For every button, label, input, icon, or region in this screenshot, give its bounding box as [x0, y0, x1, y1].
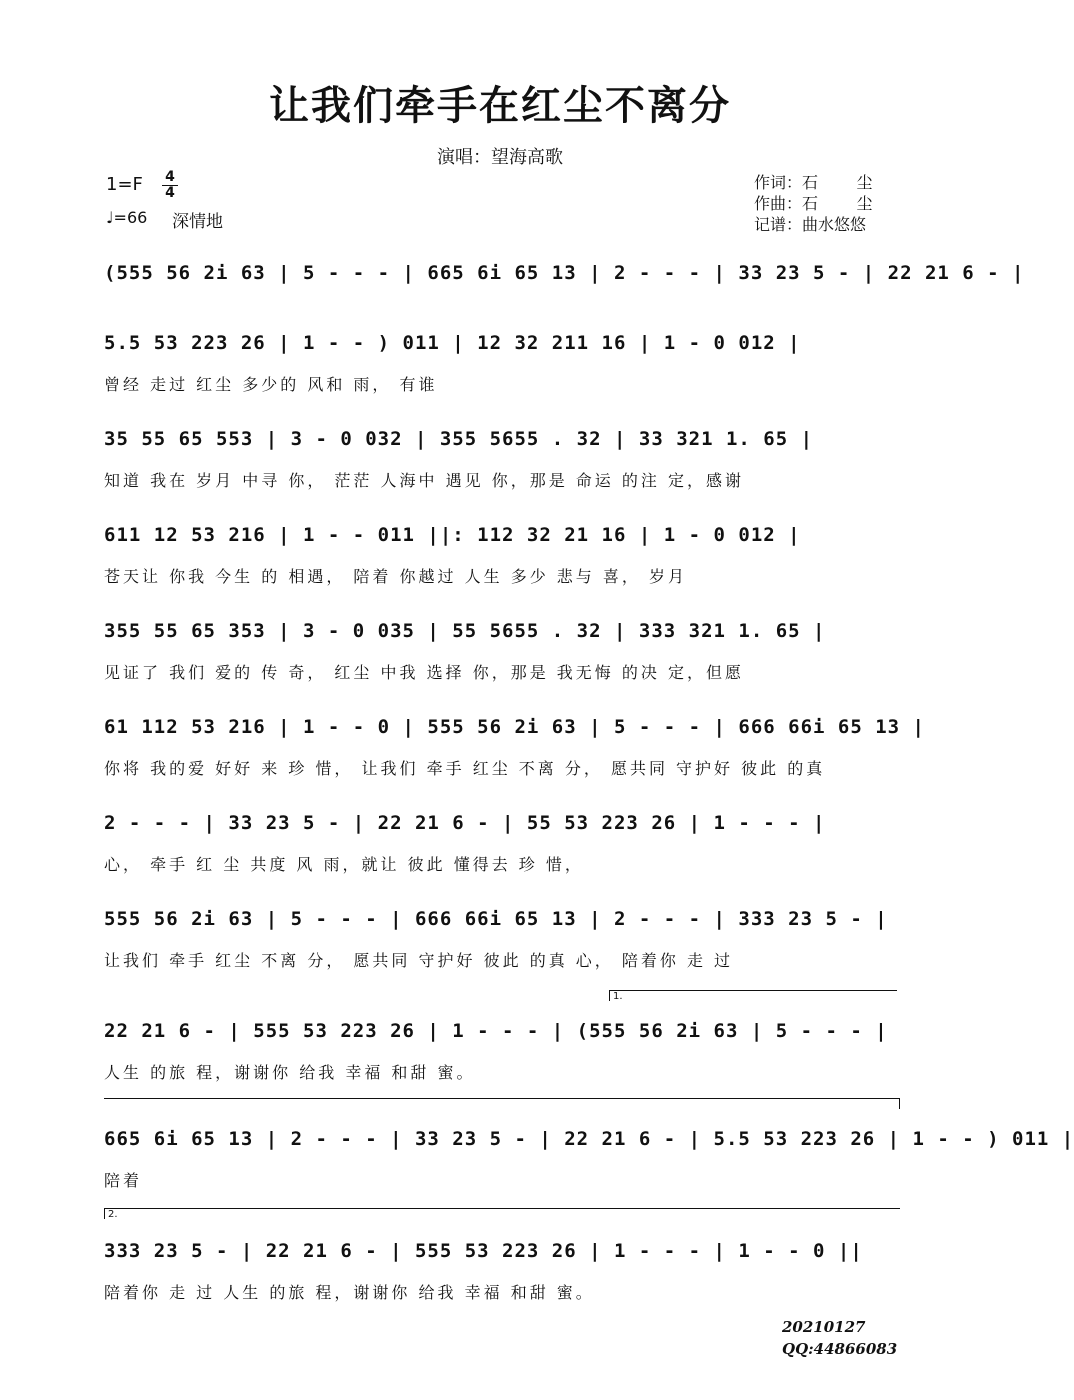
page-title: 让我们牵手在红尘不离分 [269, 82, 731, 129]
time-signature-top: 4 [165, 169, 175, 185]
score-notes: 35 55 65 553 | 3 - 0 032 | 355 5655 . 32 | 33 321 1. 65 | [104, 428, 814, 450]
score-lyrics: 陪着 [104, 1171, 143, 1190]
score-notes: 61 112 53 216 | 1 - - 0 | 555 56 2i 63 | 5 - - - | 666 66i 65 13 | [104, 716, 925, 738]
score-notes: 665 6i 65 13 | 2 - - - | 33 23 5 - | 22 21 6 - | 5.5 53 223 26 | 1 - - ) 011 | [104, 1128, 1074, 1150]
volta-bracket-1 [609, 990, 897, 1001]
score-lyrics: 见证了 我们 爱的 传 奇， 红尘 中我 选择 你，那是 我无悔 的决 定，但愿 [104, 663, 744, 682]
score-lyrics: 人生 的旅 程，谢谢你 给我 幸福 和甜 蜜。 [104, 1063, 476, 1082]
composer-credit: 作曲：石 尘 [754, 194, 873, 213]
score-lyrics: 你将 我的爱 好好 来 珍 惜， 让我们 牵手 红尘 不离 分， 愿共同 守护好 彼此 的真 [104, 759, 826, 778]
score-lyrics: 知道 我在 岁月 中寻 你， 茫茫 人海中 遇见 你，那是 命运 的注 定，感谢 [104, 471, 744, 490]
transcriber-credit: 记谱：曲水悠悠 [754, 215, 867, 234]
credits-block [754, 172, 873, 235]
volta-1-label: 1. [613, 991, 623, 1002]
score-notes: (555 56 2i 63 | 5 - - - | 665 6i 65 13 | 2 - - - | 33 23 5 - | 22 21 6 - | [104, 262, 1025, 284]
score-lyrics: 陪着你 走 过 人生 的旅 程，谢谢你 给我 幸福 和甜 蜜。 [104, 1283, 595, 1302]
score-lyrics: 心， 牵手 红 尘 共度 风 雨，就让 彼此 懂得去 珍 惜， [104, 855, 584, 874]
score-lyrics: 曾经 走过 红尘 多少的 风和 雨， 有谁 [104, 375, 438, 394]
score-notes: 333 23 5 - | 22 21 6 - | 555 53 223 26 | 1 - - - | 1 - - 0 || [104, 1240, 863, 1262]
tempo-marking: ♩=66 [106, 208, 148, 227]
lyricist-credit: 作词：石 尘 [754, 173, 873, 192]
time-signature-bottom: 4 [165, 185, 175, 201]
score-notes: 22 21 6 - | 555 53 223 26 | 1 - - - | (555 56 2i 63 | 5 - - - | [104, 1020, 888, 1042]
footer-date: 20210127 [782, 1318, 866, 1336]
score-notes: 355 55 65 353 | 3 - 0 035 | 55 5655 . 32 | 333 321 1. 65 | [104, 620, 826, 642]
time-signature [162, 170, 178, 201]
volta-bracket-1-continued [104, 1098, 900, 1109]
footer-qq: QQ:44866083 [782, 1340, 898, 1358]
volta-bracket-2 [104, 1208, 900, 1219]
mood-marking: 深情地 [172, 212, 223, 232]
score-notes: 5.5 53 223 26 | 1 - - ) 011 | 12 32 211 16 | 1 - 0 012 | [104, 332, 801, 354]
score-notes: 555 56 2i 63 | 5 - - - | 666 66i 65 13 | 2 - - - | 333 23 5 - | [104, 908, 888, 930]
score-notes: 2 - - - | 33 23 5 - | 22 21 6 - | 55 53 223 26 | 1 - - - | [104, 812, 826, 834]
singer-credit: 演唱：望海高歌 [437, 147, 563, 168]
volta-2-label: 2. [108, 1209, 118, 1220]
score-lyrics: 让我们 牵手 红尘 不离 分， 愿共同 守护好 彼此 的真 心， 陪着你 走 过 [104, 951, 734, 970]
score-notes: 611 12 53 216 | 1 - - 011 ||: 112 32 21 16 | 1 - 0 012 | [104, 524, 801, 546]
key-signature: 1=F [106, 174, 143, 195]
score-lyrics: 苍天让 你我 今生 的 相遇， 陪着 你越过 人生 多少 悲与 喜， 岁月 [104, 567, 687, 586]
